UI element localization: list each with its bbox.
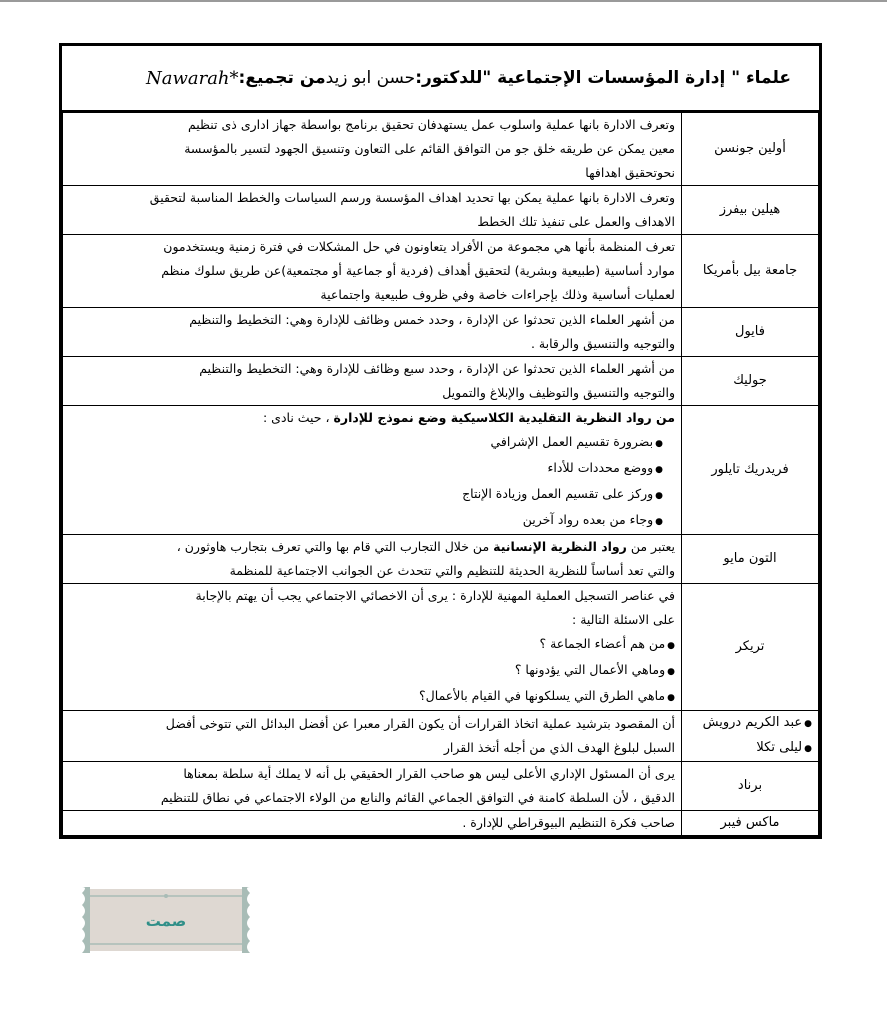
scholar-name: جوليك [682, 357, 819, 406]
table-row [63, 762, 819, 811]
table-row [63, 186, 819, 235]
scholar-description [63, 308, 682, 357]
description-line: من أشهر العلماء الذين تحدثوا عن الإدارة ، وحدد خمس وظائف للإدارة وهي: التخطيط والتنظيم [189, 312, 675, 327]
scholar-name: التون مايو [682, 535, 819, 584]
table-row [63, 113, 819, 186]
description-line [69, 406, 675, 430]
scholar-description [63, 235, 682, 308]
title-doctor: حسن ابو زيد [325, 68, 416, 88]
scholar-description [63, 406, 682, 535]
scholar-name: ماكس فيبر [682, 811, 819, 836]
description-line: وتعرف الادارة بانها عملية يمكن بها تحديد اهداف المؤسسة ورسم السياسات والخطط المناسبة لتحقيق [149, 190, 675, 205]
description-line: نحوتحقيق اهدافها [585, 165, 675, 180]
scholar-name: أولين جونسن [682, 113, 819, 186]
top-divider-line [0, 0, 887, 2]
scholar-name: فايول [682, 308, 819, 357]
bullet-item: ● ماهي الطرق التي يسلكونها في القيام بالأعمال؟ [69, 684, 675, 710]
stamp-text: صمت [145, 912, 187, 930]
bullet-item: ● ووضع محددات للأداء [69, 456, 675, 482]
scholar-description [63, 357, 682, 406]
description-line: صاحب فكرة التنظيم البيوقراطي للإدارة . [462, 815, 675, 830]
scholar-name: تريكر [682, 584, 819, 711]
scholar-description [63, 535, 682, 584]
description-line: لعمليات أساسية وذلك بإجراءات خاصة وفي ظروف طبيعية واجتماعية [320, 287, 675, 302]
title-main: علماء " إدارة المؤسسات الإجتماعية "للدكتور: [415, 68, 791, 88]
table-row [63, 584, 819, 711]
description-line: أن المقصود بترشيد عملية اتخاذ القرارات أن يكون القرار معبرا عن أفضل البدائل التي تتوخى أفضل [165, 716, 675, 731]
description-line: والتي تعد أساساً للنظرية الحديثة للتنظيم والتي تتحدث عن الجوانب الاجتماعية للمنظمة [229, 563, 675, 578]
table-row [63, 811, 819, 836]
scholar-name-item: ● عبد الكريم درويش [688, 711, 812, 736]
bullet-item: ● وجاء من بعده رواد آخرين [69, 508, 675, 534]
scholar-name [682, 711, 819, 762]
description-text: من خلال التجارب التي قام بها والتي تعرف بتجارب هاوثورن ، [176, 539, 494, 554]
silence-stamp-logo [78, 885, 254, 955]
title-compiler-label: من تجميع: [238, 68, 326, 88]
scholar-description [63, 811, 682, 836]
table-row [63, 308, 819, 357]
description-bold: من رواد النظرية التقليدية الكلاسيكية وضع نموذج للإدارة [333, 410, 675, 425]
description-line [69, 535, 675, 559]
table-row [63, 711, 819, 762]
title-compiler: Nawarah* [145, 67, 239, 89]
scholar-name: هيلين بيفرز [682, 186, 819, 235]
document-table-frame [59, 43, 822, 839]
description-line: السبل لبلوغ الهدف الذي من أجله أتخذ القرار [443, 740, 675, 755]
description-bold: رواد النظرية الإنسانية [493, 539, 627, 554]
page-title [62, 46, 819, 112]
description-line: والتوجيه والتنسيق والرقابة . [530, 336, 675, 351]
description-line: موارد أساسية (طبيعية وبشرية) لتحقيق أهداف (فردية أو جماعية أو مجتمعية)عن طريق سلوك منظم [161, 263, 675, 278]
bullet-item: ● من هم أعضاء الجماعة ؟ [69, 632, 675, 658]
description-line: الاهداف والعمل على تنفيذ تلك الخطط [477, 214, 675, 229]
description-line: معين يمكن عن طريقه خلق جو من التوافق القائم على التعاون وتنسيق الجهود لتسير بالمؤسسة [184, 141, 675, 156]
description-line: تعرف المنظمة بأنها هي مجموعة من الأفراد يتعاونون في حل المشكلات في فترة زمنية ويستخدمون [163, 239, 675, 254]
description-line: في عناصر التسجيل العملية المهنية للإدارة : يرى أن الاخصائي الاجتماعي يجب أن يهتم بالإجابة [195, 588, 675, 603]
scholar-name: برناد [682, 762, 819, 811]
scholar-name: فريدريك تايلور [682, 406, 819, 535]
bullet-item: ● وركز على تقسيم العمل وزيادة الإنتاج [69, 482, 675, 508]
scholar-description [63, 584, 682, 711]
scholar-name: جامعة بيل بأمريكا [682, 235, 819, 308]
table-row [63, 357, 819, 406]
scholar-description [63, 186, 682, 235]
description-line: على الاسئلة التالية : [572, 612, 675, 627]
bullet-item: ● وماهي الأعمال التي يؤدونها ؟ [69, 658, 675, 684]
table-row [63, 406, 819, 535]
table-row [63, 535, 819, 584]
scholar-name-item: ● ليلى تكلا [688, 736, 812, 761]
description-line: والتوجيه والتنسيق والتوظيف والإبلاغ والتمويل [442, 385, 675, 400]
description-line: الدقيق ، لأن السلطة كامنة في التوافق الجماعي القائم والنابع من الولاء الاجتماعي في نطاق للتنظيم [160, 790, 675, 805]
scholar-description [63, 113, 682, 186]
description-text: ، حيث نادى : [262, 410, 334, 425]
description-text: يعتبر من [626, 539, 675, 554]
scholars-table [62, 112, 819, 836]
description-line: يرى أن المسئول الإداري الأعلى ليس هو صاحب القرار الحقيقي بل أنه لا يملك أية سلطة بمعناها [183, 766, 675, 781]
description-line: وتعرف الادارة بانها عملية واسلوب عمل يستهدفان تحقيق برنامج بواسطة جهاز ادارى ذى تنظيم [187, 117, 675, 132]
description-line: من أشهر العلماء الذين تحدثوا عن الإدارة ، وحدد سبع وظائف للإدارة وهي: التخطيط والتنظيم [199, 361, 675, 376]
scholar-description [63, 711, 682, 762]
bullet-item: ● بضرورة تقسيم العمل الإشرافي [69, 430, 675, 456]
table-row [63, 235, 819, 308]
scholar-description [63, 762, 682, 811]
